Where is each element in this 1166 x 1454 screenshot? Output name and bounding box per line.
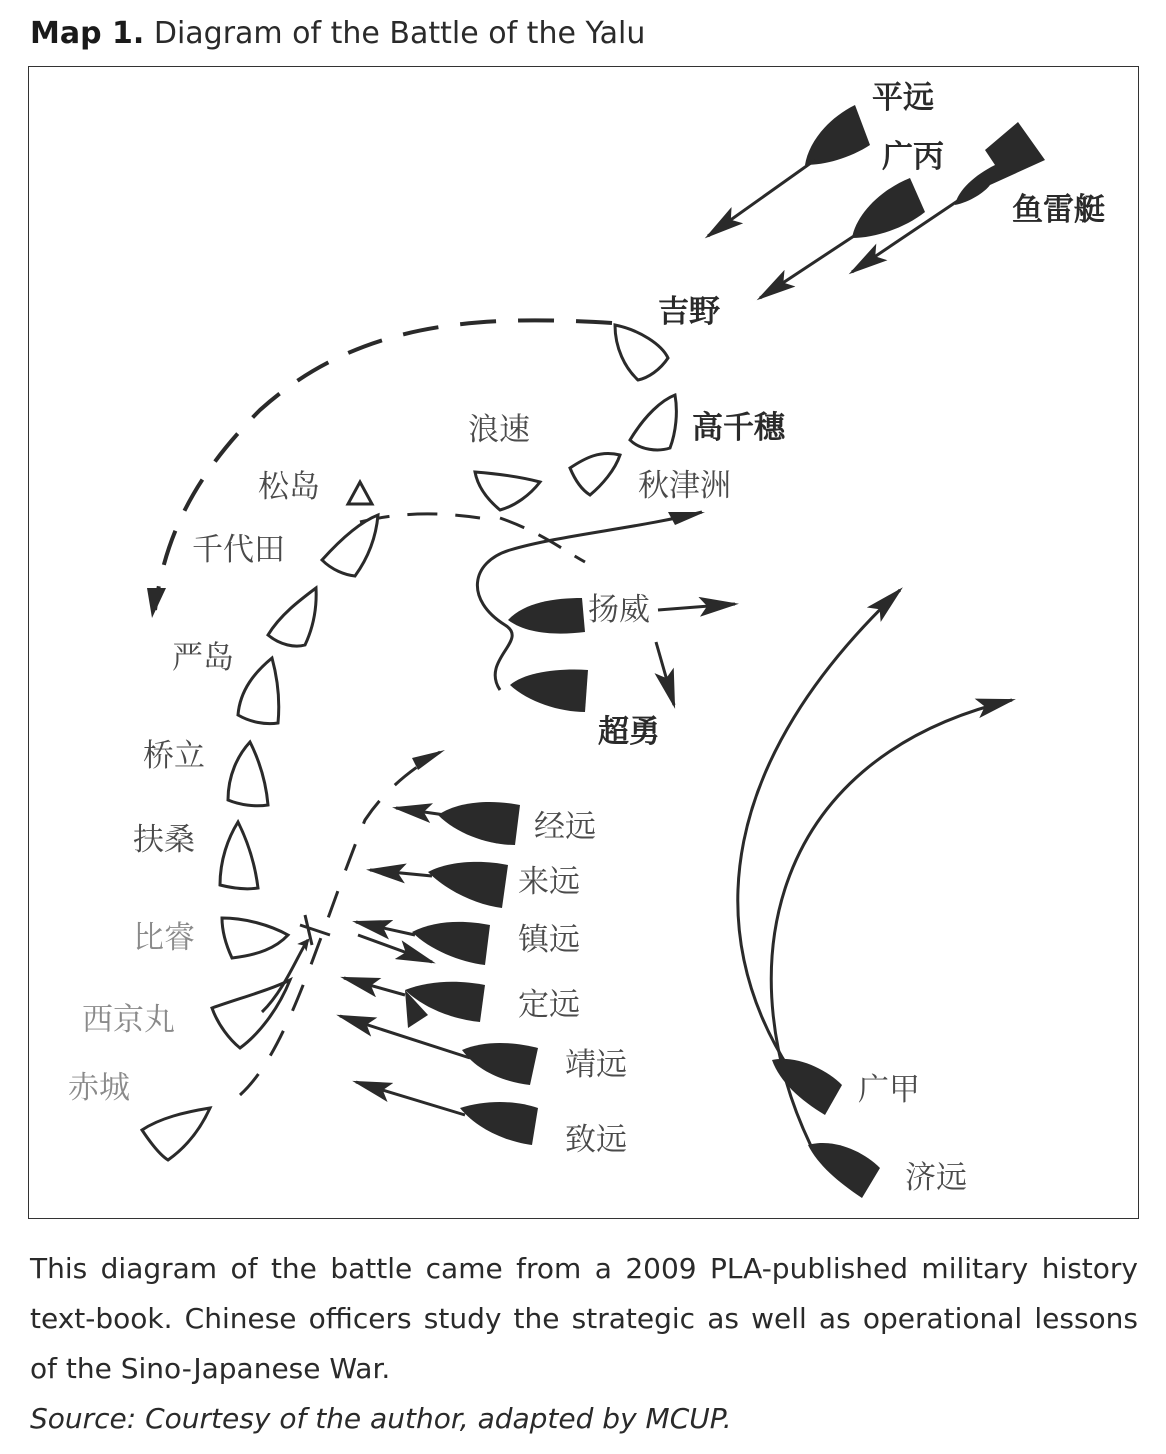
ship-yangwei [508,598,585,634]
ship-zhiyuan [460,1102,538,1145]
arrow-yangwei [658,604,735,610]
figure-caption: This diagram of the battle came from a 2009 PLA-published military history text-book. Chinese officers study the strategic as well as operational lessons of the Sino-Japanese War. [30,1252,1138,1385]
ship-jingyuan-2 [462,1043,538,1085]
route-line-naniwa [500,518,585,562]
figure-source: Source: Courtesy of the author, adapted by MCUP. [30,1402,732,1435]
label-guangjia: 广甲 [858,1072,920,1108]
label-jiyuan: 济远 [905,1160,967,1196]
arrow-chaoyong [656,642,674,705]
ship-jingyuan [438,802,520,845]
ship-chiyoda [322,515,378,576]
label-matsushima: 松岛 [258,469,320,505]
ship-saikyo-maru [222,918,288,958]
ship-takachiho [630,395,676,450]
matsushima-flag-marker [348,482,372,504]
arrow-jingyuan [396,808,445,815]
arrow-laiyuan [370,870,432,876]
label-guangbing: 广丙 [882,139,944,175]
ship-pingyuan [805,105,870,165]
ship-hiei [220,822,258,889]
ship-akagi-2 [142,1108,210,1160]
ship-yoshino [615,325,668,380]
label-jingyuan: 经远 [534,809,596,845]
ship-guangjia [772,1059,842,1115]
ship-akitsushima [570,453,620,495]
label-saikyo-maru: 西京丸 [82,1002,175,1038]
arrow-jingyuan-2 [340,1016,470,1058]
label-chiyoda: 千代田 [192,532,285,568]
arrow-guangbing [760,232,860,298]
label-zhiyuan: 致远 [565,1122,627,1158]
label-dingyuan: 定远 [518,987,580,1023]
label-pingyuan: 平远 [872,80,934,116]
arrow-zhiyuan [356,1082,465,1115]
ship-hashidate [238,658,279,724]
japanese-rear-route-arrowhead [412,750,445,770]
label-itsukushima: 严岛 [172,640,234,676]
label-akagi: 赤城 [68,1070,130,1106]
japanese-rear-route [240,752,440,1095]
label-fuso: 扶桑 [133,822,195,858]
guangjia-track [738,590,900,1070]
ship-laiyuan [428,862,508,908]
label-chaoyong: 超勇 [598,714,660,750]
ship-jiyuan [808,1143,880,1198]
label-laiyuan: 来远 [518,864,580,900]
ship-itsukushima [268,588,316,646]
label-zhenyuan: 镇远 [518,922,580,958]
label-torpedo-boat: 鱼雷艇 [1012,192,1105,228]
label-jingyuan-2: 靖远 [565,1047,627,1083]
label-hiei: 比睿 [133,920,195,956]
ship-fuso [228,742,268,806]
arrow-zhenyuan [356,922,415,935]
figure-title-text: Diagram of the Battle of the Yalu [153,16,646,51]
arrow-dingyuan [344,978,405,995]
yangwei-track-arrowhead [668,512,705,525]
label-takachiho: 高千穗 [692,410,785,446]
hiei-cross-mark [300,915,330,945]
label-yangwei: 扬威 [588,592,650,628]
arrow-pingyuan [708,160,815,236]
figure-number: Map 1. [30,16,145,51]
ship-naniwa [475,472,540,510]
label-naniwa: 浪速 [468,412,530,448]
label-hashidate: 桥立 [143,738,205,774]
label-yoshino: 吉野 [658,294,720,330]
japanese-main-route-arrowhead [147,588,166,618]
ship-chaoyong [510,670,588,712]
label-akitsushima: 秋津洲 [638,468,731,504]
